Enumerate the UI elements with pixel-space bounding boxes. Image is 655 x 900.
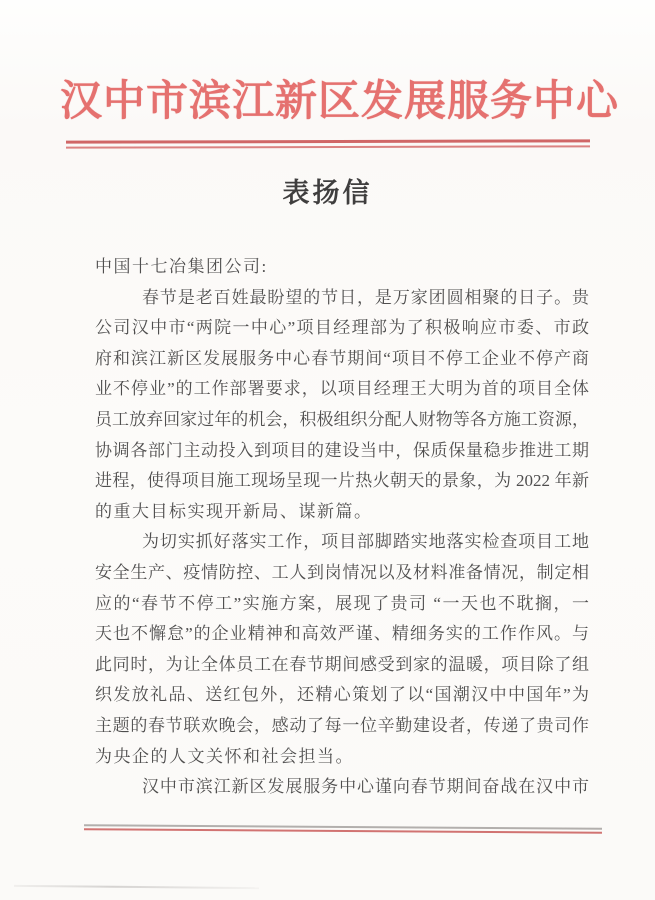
paragraph bbox=[95, 283, 589, 528]
paragraph bbox=[95, 527, 589, 772]
letterhead-footer-rule bbox=[84, 824, 602, 834]
letterhead-double-rule bbox=[65, 139, 589, 148]
letter-body bbox=[95, 252, 589, 803]
body-line: 为切实抓好落实工作，项目部脚踏实地落实检查项目工地 bbox=[142, 532, 589, 552]
body-line: 进程，使得项目施工现场呈现一片热火朝天的景象，为 2022 年新 bbox=[95, 471, 589, 491]
body-line: 安全生产、疫情防控、工人到岗情况以及材料准备情况，制定相 bbox=[95, 562, 589, 582]
body-line: 应的“春节不停工”实施方案，展现了贵司 “一天也不耽搁，一 bbox=[95, 593, 589, 613]
body-line: 公司汉中市“两院一中心”项目经理部为了积极响应市委、市政 bbox=[95, 318, 589, 338]
body-line: 织发放礼品、送红包外，还精心策划了以“国潮汉中中国年”为 bbox=[95, 685, 589, 705]
body-line: 员工放弃回家过年的机会，积极组织分配人财物等各方施工资源， bbox=[95, 409, 589, 429]
body-line: 此同时，为让全体员工在春节期间感受到家的温暖，项目除了组 bbox=[95, 654, 589, 674]
body-line: 天也不懈怠”的企业精神和高效严谨、精细务实的工作作风。与 bbox=[95, 624, 589, 644]
body-line: 为央企的人文关怀和社会担当。 bbox=[95, 746, 354, 766]
letterhead-org-name: 汉中市滨江新区发展服务中心 bbox=[59, 79, 619, 125]
paragraph bbox=[95, 772, 589, 803]
body-line: 府和滨江新区发展服务中心春节期间“项目不停工企业不停产商 bbox=[95, 348, 589, 368]
body-line: 主题的春节联欢晚会，感动了每一位辛勤建设者，传递了贵司作 bbox=[95, 715, 589, 735]
body-line: 汉中市滨江新区发展服务中心谨向春节期间奋战在汉中市 bbox=[142, 777, 589, 797]
document-title: 表扬信 bbox=[282, 178, 373, 208]
body-line: 协调各部门主动投入到项目的建设当中，保质保量稳步推进工期 bbox=[95, 440, 589, 460]
body-line: 业不停业”的工作部署要求，以项目经理王大明为首的项目全体 bbox=[95, 379, 589, 399]
scan-artifact-line bbox=[14, 885, 259, 889]
body-line: 的重大目标实现开新局、谋新篇。 bbox=[95, 501, 373, 521]
body-line: 春节是老百姓最盼望的节日，是万家团圆相聚的日子。贵 bbox=[142, 287, 589, 307]
salutation: 中国十七冶集团公司: bbox=[95, 257, 268, 276]
